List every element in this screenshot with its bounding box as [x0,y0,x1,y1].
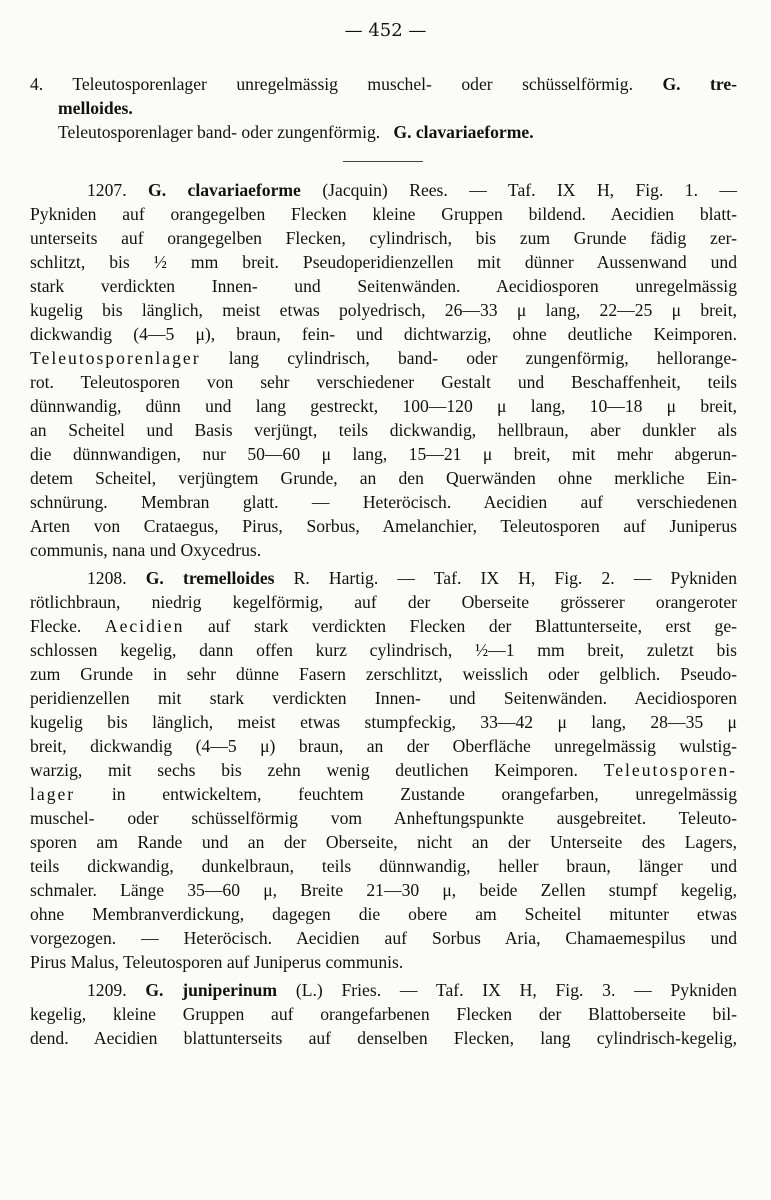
entry-1207-line: schnürung. Membran glatt. — Heteröcisch. Aecidien auf verschiedenen [30,492,737,512]
entry-1208-line [30,782,737,806]
section-divider [343,161,423,162]
entry-number: 1208. [87,568,127,588]
key-genus: G. clavariaeforme. [393,122,534,142]
entry-1208-line: Pirus Malus, Teleutosporen auf Juniperus communis. [30,952,404,972]
spaced-term: Aecidien [104,616,185,636]
entry-text: (L.) Fries. — Taf. IX H, Fig. 3. — Pykniden [295,980,737,1000]
species-name: G. tremelloides [145,568,275,588]
entry-text: (Jacquin) Rees. — Taf. IX H, Fig. 1. — [322,180,737,200]
key-text: Teleutosporenlager band- oder zungenförmig. [58,122,381,142]
entry-1208-line [30,758,737,782]
entry-text: lang cylindrisch, band- oder zungenförmig, hellorange- [228,348,737,368]
entry-1208-line: breit, dickwandig (4—5 μ) braun, an der Oberfläche unregelmässig wulstig- [30,736,737,756]
entry-1208-line: vorgezogen. — Heteröcisch. Aecidien auf Sorbus Aria, Chamaemespilus und [30,928,737,948]
entry-text: R. Hartig. — Taf. IX H, Fig. 2. — Pykniden [293,568,737,588]
entry-1207-line: stark verdickten Innen- und Seitenwänden. Aecidiosporen unregelmässig [30,276,737,296]
key-genus: G. tre- [662,74,738,94]
entry-1207-line: unterseits auf orangegelben Flecken, cylindrisch, bis zum Grunde fädig zer- [30,228,737,248]
species-name: G. juniperinum [145,980,278,1000]
entry-1209-heading [87,978,737,1002]
entry-1208-line: muschel- oder schüsselförmig vom Anheftungspunkte ausgebreitet. Teleuto- [30,808,737,828]
entry-1207-line: Arten von Crataegus, Pirus, Sorbus, Amelanchier, Teleutosporen auf Juniperus [30,516,737,536]
entry-1208-heading [87,566,737,590]
entry-1207-line: die dünnwandigen, nur 50—60 μ lang, 15—21 μ breit, mit mehr abgerun- [30,444,737,464]
entry-1208-line [30,614,737,638]
entry-text: auf stark verdickten Flecken der Blattunterseite, erst ge- [208,616,738,636]
entry-1207-line: dickwandig (4—5 μ), braun, fein- und dichtwarzig, ohne deutliche Keimporen. [30,324,737,344]
entry-1207-line: detem Scheitel, verjüngtem Grunde, an den Querwänden ohne merkliche Ein- [30,468,737,488]
entry-text: Flecke. [30,616,82,636]
entry-1209-line: dend. Aecidien blattunterseits auf denselben Flecken, lang cylindrisch-kegelig, [30,1028,737,1048]
entry-1208-line: peridienzellen mit stark verdickten Innen- und Seitenwänden. Aecidiosporen [30,688,737,708]
key-line-3 [58,120,737,144]
key-text: 4. Teleutosporenlager unregelmässig muschel- oder schüsselförmig. [30,74,633,94]
key-genus: melloides. [58,98,133,118]
entry-text: warzig, mit sechs bis zehn wenig deutlichen Keimporen. [30,760,578,780]
entry-1207-line: kugelig bis länglich, meist etwas polyedrisch, 26—33 μ lang, 22—25 μ breit, [30,300,737,320]
entry-number: 1207. [87,180,127,200]
entry-1209-line: kegelig, kleine Gruppen auf orangefarbenen Flecken der Blattoberseite bil- [30,1004,737,1024]
key-line-2 [58,96,737,120]
entry-1208-line: zum Grunde in sehr dünne Fasern zerschlitzt, weisslich oder gelblich. Pseudo- [30,664,737,684]
entry-1207-line: schlitzt, bis ½ mm breit. Pseudoperidienzellen mit dünner Aussenwand und [30,252,737,272]
entry-1207-line: dünnwandig, dünn und lang gestreckt, 100—120 μ lang, 10—18 μ breit, [30,396,737,416]
entry-1208-line: schmaler. Länge 35—60 μ, Breite 21—30 μ, beide Zellen stumpf kegelig, [30,880,737,900]
entry-1208-line: ohne Membranverdickung, dagegen die obere am Scheitel mitunter etwas [30,904,737,924]
entry-1208-line: teils dickwandig, dunkelbraun, teils dünnwandig, heller braun, länger und [30,856,737,876]
entry-number: 1209. [87,980,127,1000]
entry-1208-line: schlossen kegelig, dann offen kurz cylindrisch, ½—1 mm breit, zuletzt bis [30,640,737,660]
spaced-term: Teleutosporenlager [30,348,201,368]
entry-1207-line: communis, nana und Oxycedrus. [30,540,262,560]
page-number: — 452 — [344,20,427,41]
spaced-term: Teleutosporen- [603,760,737,780]
entry-text: in entwickeltem, feuchtem Zustande orangefarben, unregelmässig [111,784,737,804]
entry-1208-line: kugelig bis länglich, meist etwas stumpfeckig, 33—42 μ lang, 28—35 μ [30,712,737,732]
species-name: G. clavariaeforme [148,180,301,200]
entry-1207-line: an Scheitel und Basis verjüngt, teils dickwandig, hellbraun, aber dunkler als [30,420,737,440]
entry-1207-line: Pykniden auf orangegelben Flecken kleine Gruppen bildend. Aecidien blatt- [30,204,737,224]
spaced-term: lager [30,784,76,804]
key-line-1 [30,72,737,96]
entry-1207-line: rot. Teleutosporen von sehr verschiedener Gestalt und Beschaffenheit, teils [30,372,737,392]
entry-1207-heading [87,178,737,202]
entry-1207-line [30,346,737,370]
entry-1208-line: sporen am Rande und an der Oberseite, nicht an der Unterseite des Lagers, [30,832,737,852]
entry-1208-line: rötlichbraun, niedrig kegelförmig, auf der Oberseite grösserer orangeroter [30,592,737,612]
